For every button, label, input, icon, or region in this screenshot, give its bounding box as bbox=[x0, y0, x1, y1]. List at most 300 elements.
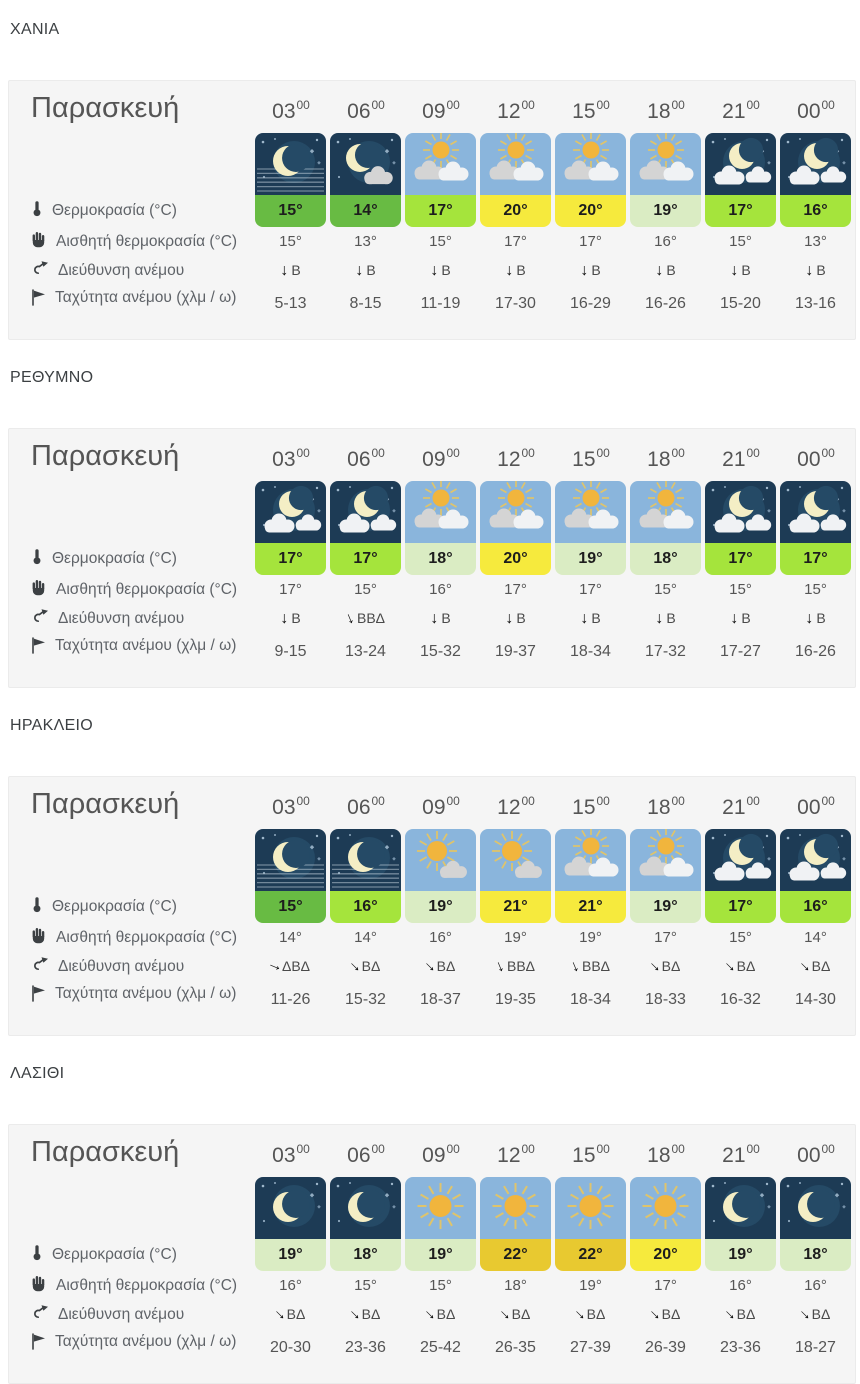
row-label-text: Θερμοκρασία (°C) bbox=[52, 1246, 177, 1263]
temperature-value: 16° bbox=[780, 891, 851, 923]
forecast-grid bbox=[31, 439, 851, 679]
time-hour: 00 bbox=[797, 448, 821, 471]
temperature-value: 17° bbox=[705, 891, 776, 923]
temperature-value: 20° bbox=[630, 1239, 701, 1271]
row-label-feels bbox=[31, 927, 253, 949]
time-header bbox=[328, 1135, 403, 1171]
row-label-dir bbox=[31, 1304, 253, 1325]
temperature-cell bbox=[328, 891, 403, 923]
feels-like-cell: 15° bbox=[279, 233, 302, 250]
wind-arrow-icon: ↓ bbox=[730, 610, 739, 627]
wind-arrow-icon: ↓ bbox=[567, 957, 582, 976]
wind-direction-cell bbox=[328, 1306, 403, 1323]
temperature-value: 17° bbox=[330, 543, 401, 575]
wind-arrow-icon: ↓ bbox=[355, 262, 364, 279]
time-header bbox=[553, 91, 628, 127]
wind-direction-label: ΒΔ bbox=[661, 1306, 681, 1322]
time-minutes: 00 bbox=[821, 446, 835, 460]
weather-icon-cell bbox=[778, 829, 853, 891]
temperature-value: 16° bbox=[780, 195, 851, 227]
wind-direction-cell bbox=[328, 958, 403, 975]
feels-like-cell: 15° bbox=[429, 233, 452, 250]
weather-icon-cell bbox=[703, 829, 778, 891]
temperature-value: 17° bbox=[255, 543, 326, 575]
weather-icon-cell bbox=[553, 481, 628, 543]
time-hour: 03 bbox=[272, 1144, 296, 1167]
time-header bbox=[478, 91, 553, 127]
time-header bbox=[403, 91, 478, 127]
temperature-cell bbox=[703, 543, 778, 575]
time-minutes: 00 bbox=[371, 1142, 385, 1156]
wind-direction-cell bbox=[253, 958, 328, 975]
wind-arrow-icon: ↓ bbox=[730, 262, 739, 279]
wind-arrow-icon: ↓ bbox=[805, 610, 814, 627]
time-header bbox=[778, 787, 853, 823]
hand-icon bbox=[31, 927, 47, 949]
wind-direction-cell bbox=[778, 958, 853, 975]
time-minutes: 00 bbox=[821, 98, 835, 112]
wind-direction-cell bbox=[553, 958, 628, 975]
temperature-cell bbox=[403, 543, 478, 575]
temperature-cell bbox=[478, 543, 553, 575]
feels-like-cell: 18° bbox=[504, 1277, 527, 1294]
wind-speed-cell: 18-37 bbox=[420, 991, 461, 1008]
weather-icon-cell bbox=[253, 829, 328, 891]
wind-direction-cell bbox=[403, 610, 478, 627]
wind-speed-cell: 11-26 bbox=[270, 991, 311, 1008]
temperature-value: 17° bbox=[705, 195, 776, 227]
temperature-value: 20° bbox=[480, 543, 551, 575]
moon-clouds-icon bbox=[255, 481, 326, 543]
wind-direction-label: Β bbox=[741, 610, 751, 626]
wind-direction-label: Β bbox=[666, 610, 676, 626]
wind-speed-cell: 18-34 bbox=[570, 991, 611, 1008]
day-title: Παρασκευή bbox=[31, 92, 180, 124]
temperature-cell bbox=[628, 1239, 703, 1271]
sun-icon bbox=[480, 1177, 551, 1239]
wind-direction-icon bbox=[31, 608, 49, 629]
weather-icon-cell bbox=[253, 133, 328, 195]
feels-like-cell: 14° bbox=[279, 929, 302, 946]
wind-direction-label: ΔΒΔ bbox=[281, 958, 311, 974]
wind-speed-cell: 18-27 bbox=[795, 1339, 836, 1356]
wind-speed-cell: 8-15 bbox=[349, 295, 382, 312]
forecast-grid bbox=[31, 91, 851, 331]
wind-direction-cell bbox=[628, 262, 703, 279]
weather-icon-cell bbox=[478, 829, 553, 891]
temperature-value: 21° bbox=[555, 891, 626, 923]
region-section bbox=[0, 1064, 860, 1384]
weather-icon-cell bbox=[403, 1177, 478, 1239]
time-header bbox=[628, 439, 703, 475]
temperature-cell bbox=[553, 195, 628, 227]
time-hour: 09 bbox=[422, 448, 446, 471]
weather-icon-cell bbox=[478, 481, 553, 543]
row-label-text: Θερμοκρασία (°C) bbox=[52, 898, 177, 915]
thermometer-icon bbox=[31, 1243, 43, 1267]
weather-icon-cell bbox=[403, 829, 478, 891]
feels-like-cell: 15° bbox=[654, 581, 677, 598]
wind-speed-cell: 23-36 bbox=[345, 1339, 386, 1356]
time-hour: 06 bbox=[347, 1144, 371, 1167]
wind-speed-cell: 26-35 bbox=[495, 1339, 536, 1356]
feels-like-cell: 15° bbox=[729, 233, 752, 250]
time-minutes: 00 bbox=[746, 1142, 760, 1156]
time-header bbox=[253, 91, 328, 127]
moon-icon bbox=[780, 1177, 851, 1239]
wind-arrow-icon: ↓ bbox=[795, 957, 814, 976]
time-hour: 12 bbox=[497, 448, 521, 471]
wind-direction-cell bbox=[778, 1306, 853, 1323]
weather-icon-cell bbox=[778, 481, 853, 543]
wind-direction-label: ΒΔ bbox=[361, 1306, 381, 1322]
feels-like-cell: 14° bbox=[354, 929, 377, 946]
moon-mist-icon bbox=[255, 133, 326, 195]
region-heading: ΗΡΑΚΛΕΙΟ bbox=[10, 717, 94, 734]
region-heading: ΧΑΝΙΑ bbox=[10, 21, 60, 38]
wind-direction-label: Β bbox=[291, 610, 301, 626]
sun-cloud-icon bbox=[405, 829, 476, 891]
wind-direction-cell bbox=[703, 610, 778, 627]
weather-icon-cell bbox=[328, 133, 403, 195]
wind-direction-label: ΒΔ bbox=[361, 958, 381, 974]
feels-like-cell: 15° bbox=[429, 1277, 452, 1294]
wind-arrow-icon: ↓ bbox=[795, 1305, 814, 1324]
wind-direction-label: ΒΔ bbox=[286, 1306, 306, 1322]
temperature-value: 18° bbox=[330, 1239, 401, 1271]
wind-speed-cell: 17-27 bbox=[720, 643, 761, 660]
feels-like-cell: 16° bbox=[279, 1277, 302, 1294]
day-title: Παρασκευή bbox=[31, 440, 180, 472]
temperature-cell bbox=[253, 891, 328, 923]
flag-icon bbox=[31, 1333, 46, 1355]
time-minutes: 00 bbox=[521, 1142, 535, 1156]
wind-direction-cell bbox=[478, 958, 553, 975]
day-title: Παρασκευή bbox=[31, 1136, 180, 1168]
time-minutes: 00 bbox=[296, 1142, 310, 1156]
feels-like-cell: 14° bbox=[804, 929, 827, 946]
time-minutes: 00 bbox=[446, 794, 460, 808]
wind-direction-icon bbox=[31, 1304, 49, 1325]
time-minutes: 00 bbox=[296, 794, 310, 808]
weather-icon-cell bbox=[328, 829, 403, 891]
time-minutes: 00 bbox=[821, 1142, 835, 1156]
feels-like-cell: 16° bbox=[729, 1277, 752, 1294]
row-label-dir bbox=[31, 260, 253, 281]
time-header bbox=[328, 787, 403, 823]
feels-like-cell: 19° bbox=[579, 929, 602, 946]
wind-direction-cell bbox=[703, 1306, 778, 1323]
time-header bbox=[628, 1135, 703, 1171]
wind-arrow-icon: ↓ bbox=[265, 959, 284, 974]
wind-direction-label: ΒΒΔ bbox=[581, 958, 611, 974]
wind-direction-label: ΒΔ bbox=[436, 958, 456, 974]
weather-icon-cell bbox=[778, 1177, 853, 1239]
weather-icon-cell bbox=[403, 133, 478, 195]
wind-speed-cell: 23-36 bbox=[720, 1339, 761, 1356]
row-label-feels bbox=[31, 579, 253, 601]
time-header bbox=[553, 787, 628, 823]
wind-speed-cell: 15-20 bbox=[720, 295, 761, 312]
wind-speed-cell: 14-30 bbox=[795, 991, 836, 1008]
wind-direction-label: Β bbox=[441, 610, 451, 626]
wind-arrow-icon: ↓ bbox=[430, 610, 439, 627]
wind-direction-label: ΒΔ bbox=[511, 1306, 531, 1322]
time-hour: 03 bbox=[272, 796, 296, 819]
time-hour: 09 bbox=[422, 100, 446, 123]
time-header bbox=[478, 439, 553, 475]
flag-icon bbox=[31, 637, 46, 659]
time-header bbox=[253, 1135, 328, 1171]
time-header bbox=[778, 91, 853, 127]
wind-arrow-icon: ↓ bbox=[655, 610, 664, 627]
wind-direction-cell bbox=[478, 1306, 553, 1323]
sun-cloud-icon bbox=[480, 829, 551, 891]
wind-direction-label: ΒΔ bbox=[736, 958, 756, 974]
wind-arrow-icon: ↓ bbox=[270, 1305, 289, 1324]
wind-arrow-icon: ↓ bbox=[645, 957, 664, 976]
time-hour: 12 bbox=[497, 796, 521, 819]
row-label-speed bbox=[31, 633, 253, 659]
wind-arrow-icon: ↓ bbox=[805, 262, 814, 279]
time-header bbox=[553, 1135, 628, 1171]
sun-icon bbox=[405, 1177, 476, 1239]
temperature-value: 17° bbox=[405, 195, 476, 227]
time-hour: 03 bbox=[272, 100, 296, 123]
row-label-text: Αισθητή θερμοκρασία (°C) bbox=[56, 928, 238, 946]
wind-arrow-icon: ↓ bbox=[580, 262, 589, 279]
region-section bbox=[0, 368, 860, 688]
temperature-value: 19° bbox=[405, 1239, 476, 1271]
temperature-cell bbox=[778, 543, 853, 575]
temperature-cell bbox=[253, 195, 328, 227]
wind-direction-label: Β bbox=[816, 610, 826, 626]
temperature-cell bbox=[253, 1239, 328, 1271]
feels-like-cell: 17° bbox=[654, 1277, 677, 1294]
moon-cloud-icon bbox=[330, 133, 401, 195]
time-hour: 18 bbox=[647, 100, 671, 123]
wind-direction-label: Β bbox=[291, 262, 301, 278]
time-hour: 18 bbox=[647, 448, 671, 471]
sun-clouds-icon bbox=[630, 829, 701, 891]
wind-speed-cell: 9-15 bbox=[274, 643, 307, 660]
sun-clouds-icon bbox=[630, 133, 701, 195]
weather-icon-cell bbox=[328, 481, 403, 543]
wind-speed-cell: 18-34 bbox=[570, 643, 611, 660]
row-label-text: Θερμοκρασία (°C) bbox=[52, 202, 177, 219]
temperature-value: 18° bbox=[405, 543, 476, 575]
row-label-temp bbox=[31, 547, 253, 571]
wind-direction-cell bbox=[328, 610, 403, 627]
time-minutes: 00 bbox=[521, 98, 535, 112]
moon-mist-icon bbox=[330, 829, 401, 891]
time-minutes: 00 bbox=[746, 794, 760, 808]
wind-arrow-icon: ↓ bbox=[430, 262, 439, 279]
wind-direction-cell bbox=[703, 262, 778, 279]
time-header bbox=[628, 91, 703, 127]
wind-speed-cell: 16-32 bbox=[720, 991, 761, 1008]
temperature-cell bbox=[703, 1239, 778, 1271]
temperature-cell bbox=[403, 891, 478, 923]
feels-like-cell: 15° bbox=[804, 581, 827, 598]
time-minutes: 00 bbox=[746, 98, 760, 112]
time-hour: 18 bbox=[647, 1144, 671, 1167]
temperature-value: 20° bbox=[480, 195, 551, 227]
regions-container bbox=[0, 20, 860, 1384]
temperature-cell bbox=[328, 543, 403, 575]
weather-icon-cell bbox=[253, 481, 328, 543]
temperature-cell bbox=[478, 1239, 553, 1271]
temperature-value: 19° bbox=[255, 1239, 326, 1271]
wind-speed-cell: 15-32 bbox=[420, 643, 461, 660]
wind-direction-label: Β bbox=[591, 610, 601, 626]
temperature-value: 19° bbox=[555, 543, 626, 575]
feels-like-cell: 13° bbox=[354, 233, 377, 250]
time-hour: 09 bbox=[422, 1144, 446, 1167]
flag-icon bbox=[31, 289, 46, 311]
time-minutes: 00 bbox=[446, 446, 460, 460]
wind-arrow-icon: ↓ bbox=[420, 1305, 439, 1324]
time-minutes: 00 bbox=[446, 1142, 460, 1156]
temperature-cell bbox=[553, 1239, 628, 1271]
time-minutes: 00 bbox=[671, 1142, 685, 1156]
row-label-feels bbox=[31, 1275, 253, 1297]
hand-icon bbox=[31, 579, 47, 601]
row-label-speed bbox=[31, 285, 253, 311]
wind-direction-cell bbox=[478, 610, 553, 627]
temperature-value: 15° bbox=[255, 195, 326, 227]
time-minutes: 00 bbox=[671, 98, 685, 112]
temperature-cell bbox=[628, 891, 703, 923]
wind-direction-cell bbox=[403, 1306, 478, 1323]
row-label-text: Ταχύτητα ανέμου (χλμ / ω) bbox=[55, 637, 237, 654]
temperature-cell bbox=[703, 195, 778, 227]
weather-icon-cell bbox=[478, 1177, 553, 1239]
wind-direction-label: Β bbox=[441, 262, 451, 278]
temperature-value: 18° bbox=[780, 1239, 851, 1271]
time-hour: 00 bbox=[797, 1144, 821, 1167]
forecast-grid bbox=[31, 1135, 851, 1375]
wind-direction-label: ΒΒΔ bbox=[356, 610, 386, 626]
wind-direction-cell bbox=[328, 262, 403, 279]
weather-icon-cell bbox=[253, 1177, 328, 1239]
time-minutes: 00 bbox=[671, 446, 685, 460]
row-label-dir bbox=[31, 956, 253, 977]
time-header bbox=[703, 439, 778, 475]
feels-like-cell: 15° bbox=[729, 929, 752, 946]
time-minutes: 00 bbox=[596, 1142, 610, 1156]
sun-clouds-icon bbox=[480, 133, 551, 195]
time-hour: 21 bbox=[722, 1144, 746, 1167]
moon-clouds-icon bbox=[780, 133, 851, 195]
wind-direction-label: ΒΒΔ bbox=[506, 958, 536, 974]
thermometer-icon bbox=[31, 895, 43, 919]
time-minutes: 00 bbox=[296, 446, 310, 460]
temperature-cell bbox=[703, 891, 778, 923]
row-label-temp bbox=[31, 895, 253, 919]
temperature-cell bbox=[403, 195, 478, 227]
time-minutes: 00 bbox=[371, 98, 385, 112]
wind-direction-cell bbox=[403, 262, 478, 279]
moon-clouds-icon bbox=[780, 481, 851, 543]
temperature-cell bbox=[778, 891, 853, 923]
wind-arrow-icon: ↓ bbox=[492, 957, 507, 976]
temperature-cell bbox=[778, 1239, 853, 1271]
wind-direction-label: ΒΔ bbox=[661, 958, 681, 974]
temperature-value: 21° bbox=[480, 891, 551, 923]
wind-direction-label: Β bbox=[366, 262, 376, 278]
weather-icon-cell bbox=[778, 133, 853, 195]
wind-direction-cell bbox=[628, 1306, 703, 1323]
wind-direction-cell bbox=[553, 1306, 628, 1323]
time-header bbox=[403, 439, 478, 475]
feels-like-cell: 19° bbox=[504, 929, 527, 946]
temperature-value: 20° bbox=[555, 195, 626, 227]
weather-icon-cell bbox=[628, 481, 703, 543]
wind-arrow-icon: ↓ bbox=[720, 1305, 739, 1324]
wind-direction-cell bbox=[478, 262, 553, 279]
temperature-value: 22° bbox=[555, 1239, 626, 1271]
row-label-temp bbox=[31, 1243, 253, 1267]
time-hour: 21 bbox=[722, 100, 746, 123]
forecast-card bbox=[8, 80, 856, 340]
weather-icon-cell bbox=[553, 133, 628, 195]
wind-arrow-icon: ↓ bbox=[505, 610, 514, 627]
time-hour: 03 bbox=[272, 448, 296, 471]
wind-direction-icon bbox=[31, 956, 49, 977]
row-label-text: Θερμοκρασία (°C) bbox=[52, 550, 177, 567]
row-label-speed bbox=[31, 1329, 253, 1355]
wind-arrow-icon: ↓ bbox=[655, 262, 664, 279]
time-hour: 15 bbox=[572, 796, 596, 819]
row-label-text: Ταχύτητα ανέμου (χλμ / ω) bbox=[55, 289, 237, 306]
wind-direction-cell bbox=[628, 610, 703, 627]
wind-direction-label: ΒΔ bbox=[811, 1306, 831, 1322]
time-hour: 21 bbox=[722, 796, 746, 819]
time-header bbox=[703, 1135, 778, 1171]
sun-clouds-icon bbox=[405, 481, 476, 543]
wind-direction-label: ΒΔ bbox=[436, 1306, 456, 1322]
temperature-cell bbox=[553, 543, 628, 575]
weather-icon-cell bbox=[553, 1177, 628, 1239]
row-label-text: Διεύθυνση ανέμου bbox=[58, 957, 185, 975]
time-minutes: 00 bbox=[521, 794, 535, 808]
time-hour: 15 bbox=[572, 100, 596, 123]
time-hour: 12 bbox=[497, 100, 521, 123]
time-hour: 06 bbox=[347, 100, 371, 123]
feels-like-cell: 17° bbox=[654, 929, 677, 946]
wind-direction-cell bbox=[553, 262, 628, 279]
time-header bbox=[403, 1135, 478, 1171]
thermometer-icon bbox=[31, 199, 43, 223]
flag-icon bbox=[31, 985, 46, 1007]
sun-clouds-icon bbox=[555, 133, 626, 195]
wind-arrow-icon: ↓ bbox=[280, 610, 289, 627]
hand-icon bbox=[31, 231, 47, 253]
wind-direction-cell bbox=[628, 958, 703, 975]
temperature-value: 19° bbox=[630, 891, 701, 923]
wind-speed-cell: 19-35 bbox=[495, 991, 536, 1008]
wind-arrow-icon: ↓ bbox=[345, 1305, 364, 1324]
moon-mist-icon bbox=[255, 829, 326, 891]
day-title: Παρασκευή bbox=[31, 788, 180, 820]
wind-direction-cell bbox=[403, 958, 478, 975]
forecast-card bbox=[8, 1124, 856, 1384]
time-hour: 06 bbox=[347, 448, 371, 471]
time-minutes: 00 bbox=[371, 446, 385, 460]
temperature-value: 22° bbox=[480, 1239, 551, 1271]
wind-direction-label: Β bbox=[816, 262, 826, 278]
